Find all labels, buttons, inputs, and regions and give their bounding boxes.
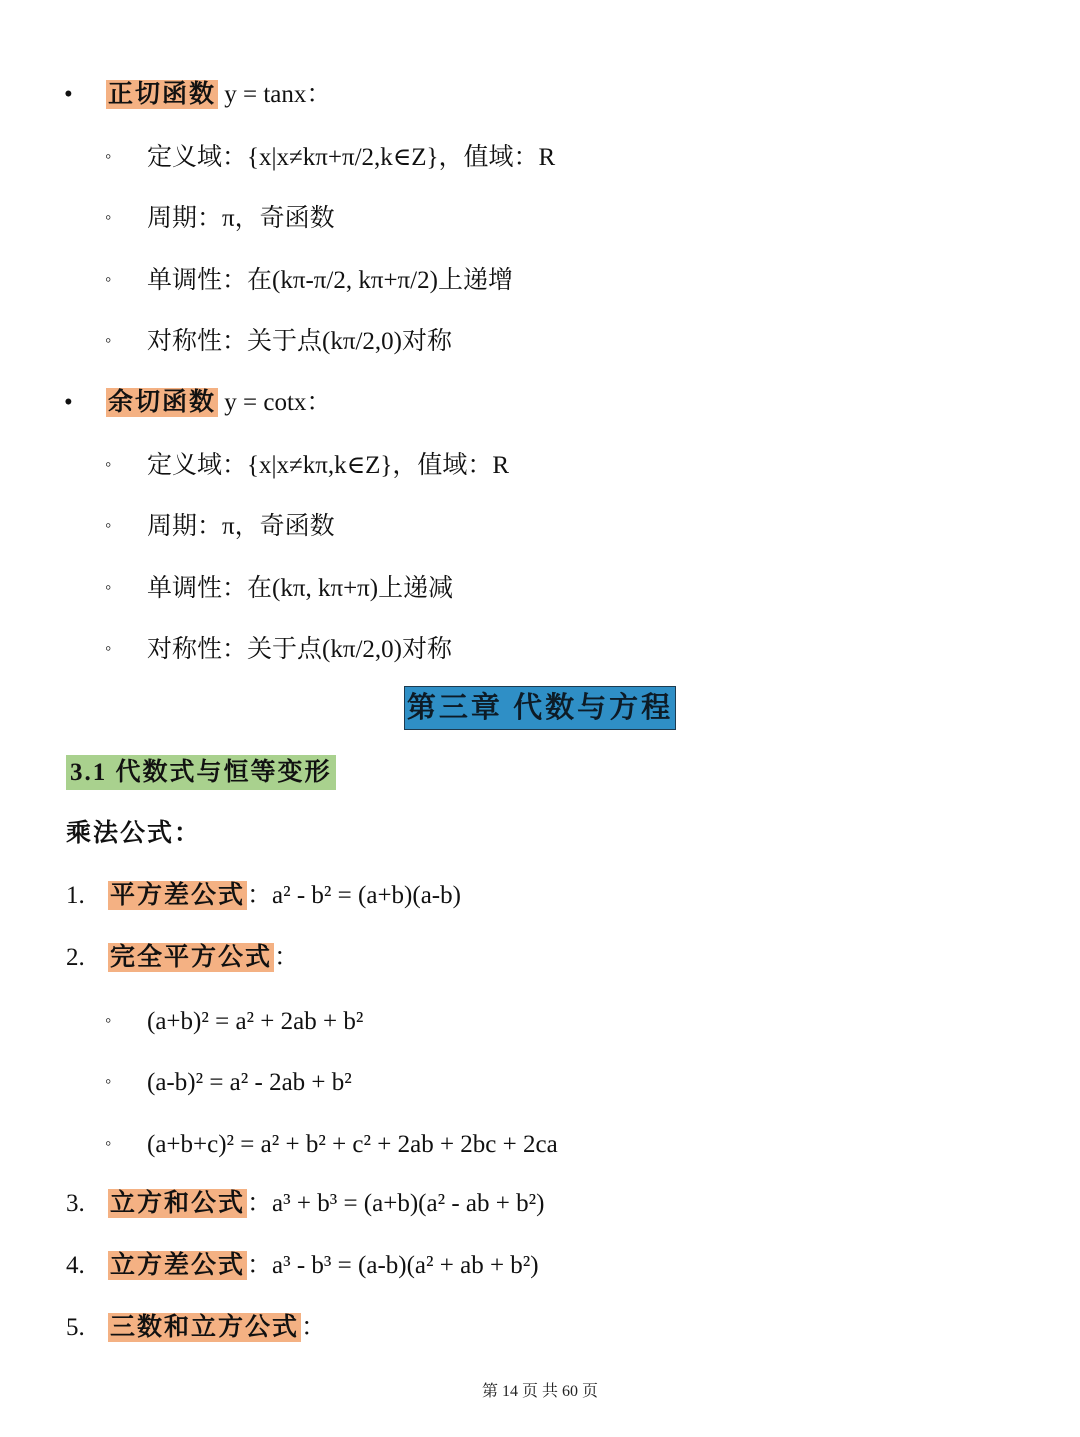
sub-bullet: ◦ bbox=[105, 207, 112, 227]
list-item bbox=[105, 570, 453, 606]
formula-name: 平方差公式 bbox=[110, 882, 246, 909]
cot-formula: y = cotx： bbox=[224, 389, 332, 416]
cot-heading bbox=[64, 386, 331, 420]
list-item bbox=[105, 262, 513, 298]
list-item bbox=[105, 200, 335, 236]
subsection-title-text: 乘法公式： bbox=[66, 820, 202, 847]
item-number: 1. bbox=[66, 882, 85, 909]
list-item bbox=[105, 508, 335, 544]
cot-domain: 定义域：{x|x≠kπ,k∈Z}，值域：R bbox=[147, 452, 510, 479]
list-item bbox=[105, 631, 452, 667]
section-title bbox=[66, 756, 336, 790]
formula-text: ： bbox=[301, 1314, 327, 1341]
cot-period: 周期：π，奇函数 bbox=[147, 513, 335, 540]
list-item bbox=[66, 941, 299, 975]
formula-name: 完全平方公式 bbox=[110, 944, 273, 971]
bullet: • bbox=[64, 81, 73, 108]
list-item bbox=[105, 1064, 352, 1100]
list-item bbox=[105, 1003, 363, 1039]
sub-bullet: ◦ bbox=[105, 269, 112, 289]
formula-subitem: (a+b+c)² = a² + b² + c² + 2ab + 2bc + 2ca bbox=[147, 1131, 558, 1158]
cot-monotonicity: 单调性：在(kπ, kπ+π)上递减 bbox=[147, 575, 454, 602]
list-item bbox=[105, 447, 509, 483]
sub-bullet: ◦ bbox=[105, 330, 112, 350]
tan-formula: y = tanx： bbox=[224, 81, 332, 108]
section-title-text: 3.1 代数式与恒等变形 bbox=[66, 755, 336, 790]
list-item bbox=[66, 1311, 326, 1345]
formula-text: ：a³ - b³ = (a-b)(a² + ab + b²) bbox=[247, 1252, 539, 1279]
formula-name: 三数和立方公式 bbox=[110, 1314, 300, 1341]
item-number: 4. bbox=[66, 1252, 85, 1279]
sub-bullet: ◦ bbox=[105, 515, 112, 535]
item-number: 5. bbox=[66, 1314, 85, 1341]
tan-symmetry: 对称性：关于点(kπ/2,0)对称 bbox=[147, 328, 452, 355]
cot-title: 余切函数 bbox=[108, 389, 217, 416]
sub-bullet: ◦ bbox=[105, 454, 112, 474]
list-item bbox=[66, 1187, 544, 1221]
sub-bullet: ◦ bbox=[105, 577, 112, 597]
sub-bullet: ◦ bbox=[105, 1071, 112, 1091]
formula-text: ： bbox=[274, 944, 300, 971]
formula-name: 立方和公式 bbox=[110, 1190, 246, 1217]
sub-bullet: ◦ bbox=[105, 1010, 112, 1030]
list-item bbox=[66, 1249, 539, 1283]
formula-text: ：a³ + b³ = (a+b)(a² - ab + b²) bbox=[247, 1190, 545, 1217]
list-item bbox=[105, 323, 452, 359]
sub-bullet: ◦ bbox=[105, 638, 112, 658]
page-footer: 第 14 页 共 60 页 bbox=[481, 1383, 598, 1400]
formula-subitem: (a-b)² = a² - 2ab + b² bbox=[147, 1069, 352, 1096]
sub-bullet: ◦ bbox=[105, 1133, 112, 1153]
item-number: 2. bbox=[66, 944, 85, 971]
formula-subitem: (a+b)² = a² + 2ab + b² bbox=[147, 1008, 364, 1035]
formula-name: 立方差公式 bbox=[110, 1252, 246, 1279]
list-item bbox=[105, 1126, 558, 1162]
formula-text: ：a² - b² = (a+b)(a-b) bbox=[247, 882, 461, 909]
subsection-title bbox=[66, 817, 201, 851]
tan-domain: 定义域：{x|x≠kπ+π/2,k∈Z}，值域：R bbox=[147, 144, 556, 171]
tan-title: 正切函数 bbox=[108, 81, 217, 108]
list-item bbox=[105, 139, 555, 175]
tan-period: 周期：π，奇函数 bbox=[147, 205, 335, 232]
item-number: 3. bbox=[66, 1190, 85, 1217]
bullet: • bbox=[64, 389, 73, 416]
cot-symmetry: 对称性：关于点(kπ/2,0)对称 bbox=[147, 636, 452, 663]
tan-heading bbox=[64, 78, 331, 112]
tan-monotonicity: 单调性：在(kπ-π/2, kπ+π/2)上递增 bbox=[147, 267, 513, 294]
sub-bullet: ◦ bbox=[105, 146, 112, 166]
list-item bbox=[66, 879, 461, 913]
chapter-title: 第三章 代数与方程 bbox=[404, 686, 676, 730]
